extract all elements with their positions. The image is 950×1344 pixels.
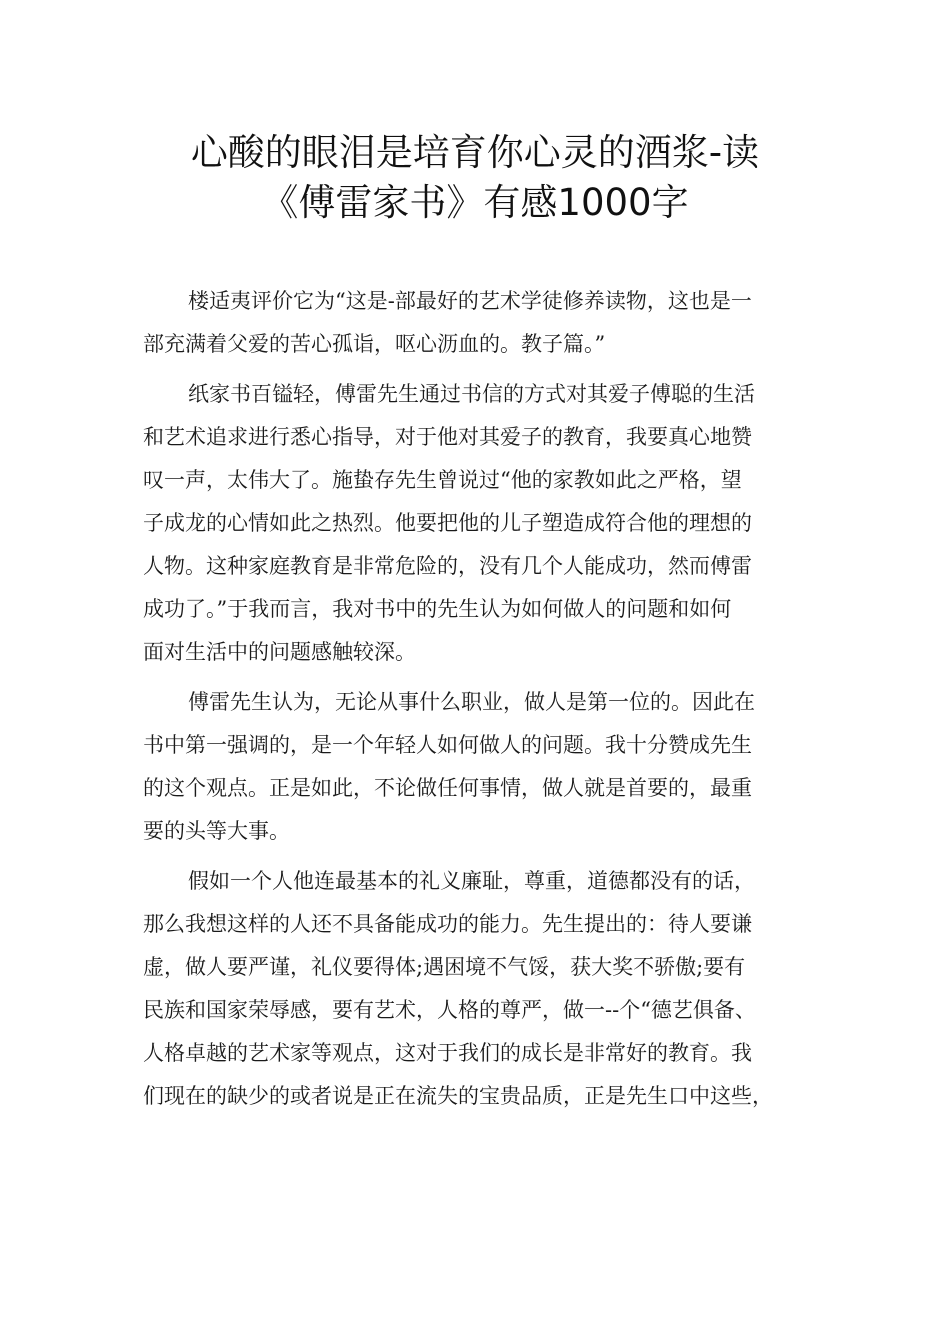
document-body: [143, 280, 823, 1125]
paragraph: [143, 860, 823, 1118]
paragraph: [143, 373, 823, 674]
title-line: 心酸的眼泪是培育你心灵的酒浆-读: [190, 131, 760, 174]
paragraph-line: 假如一个人他连最基本的礼义廉耻，尊重，道德都没有的话，: [188, 869, 755, 893]
paragraph-line: 虚，做人要严谨，礼仪要得体;遇困境不气馁，获大奖不骄傲;要有: [143, 955, 746, 979]
paragraph-line: 傅雷先生认为，无论从事什么职业，做人是第一位的。因此在: [188, 690, 755, 714]
paragraph-line: 叹一声，太伟大了。施蛰存先生曾说过“他的家教如此之严格，望: [143, 468, 742, 492]
paragraph-line: 部充满着父爱的苦心孤诣，呕心沥血的。教子篇。”: [143, 332, 606, 356]
document-title: [0, 128, 950, 228]
paragraph-line: 们现在的缺少的或者说是正在流失的宝贵品质，正是先生口中这些，: [143, 1084, 773, 1108]
paragraph-line: 那么我想这样的人还不具备能成功的能力。先生提出的：待人要谦: [143, 912, 752, 936]
paragraph: [143, 681, 823, 853]
paragraph-line: 和艺术追求进行悉心指导，对于他对其爱子的教育，我要真心地赞: [143, 425, 752, 449]
paragraph-line: 纸家书百镒轻，傅雷先生通过书信的方式对其爱子傅聪的生活: [188, 382, 755, 406]
paragraph-line: 要的头等大事。: [143, 819, 290, 843]
paragraph-line: 的这个观点。正是如此，不论做任何事情，做人就是首要的，最重: [143, 776, 752, 800]
paragraph-line: 面对生活中的问题感触较深。: [143, 640, 416, 664]
paragraph-line: 成功了。”于我而言，我对书中的先生认为如何做人的问题和如何: [143, 597, 732, 621]
paragraph-line: 民族和国家荣辱感，要有艺术，人格的尊严，做一--个“德艺俱备、: [143, 998, 756, 1022]
paragraph-line: 人物。这种家庭教育是非常危险的，没有几个人能成功，然而傅雷: [143, 554, 752, 578]
paragraph-line: 子成龙的心情如此之热烈。他要把他的儿子塑造成符合他的理想的: [143, 511, 752, 535]
paragraph-line: 人格卓越的艺术家等观点，这对于我们的成长是非常好的教育。我: [143, 1041, 752, 1065]
title-line: 《傅雷家书》有感1000字: [261, 181, 689, 224]
paragraph-line: 书中第一强调的，是一个年轻人如何做人的问题。我十分赞成先生: [143, 733, 752, 757]
paragraph: [143, 280, 823, 366]
paragraph-line: 楼适夷评价它为“这是-部最好的艺术学徒修养读物，这也是一: [188, 289, 752, 313]
